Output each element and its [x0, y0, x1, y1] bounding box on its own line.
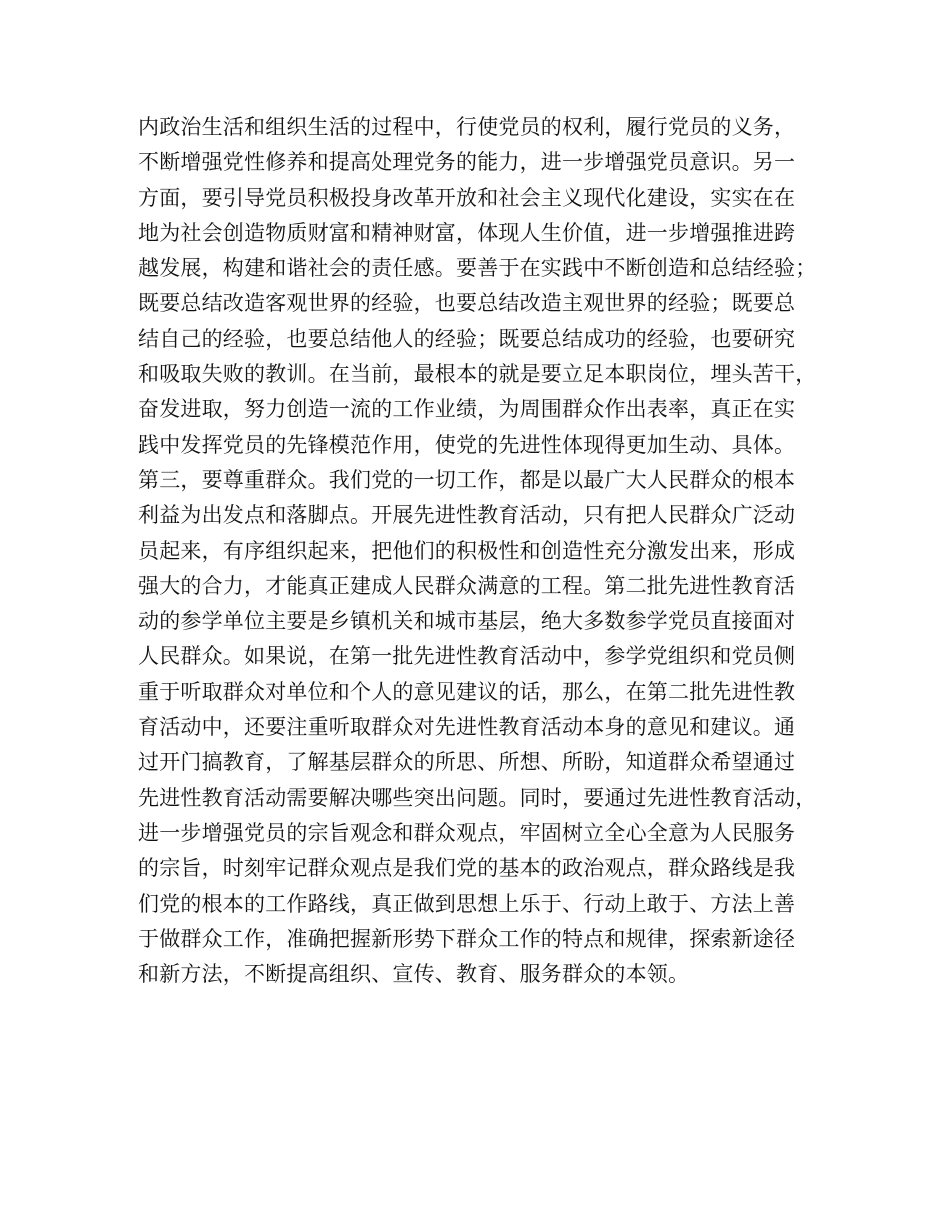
- text-line: 利益为出发点和落脚点。开展先进性教育活动，只有把人民群众广泛动: [138, 503, 796, 528]
- text-line: 重于听取群众对单位和个人的意见建议的话，那么，在第二批先进性教: [138, 679, 796, 704]
- text-line: 过开门搞教育，了解基层群众的所思、所想、所盼，知道群众希望通过: [138, 750, 796, 775]
- text-line: 越发展，构建和谐社会的责任感。要善于在实践中不断创造和总结经验；: [138, 256, 817, 281]
- text-line: 育活动中，还要注重听取群众对先进性教育活动本身的意见和建议。通: [138, 715, 796, 740]
- text-line: 和新方法，不断提高组织、宣传、教育、服务群众的本领。: [138, 962, 690, 987]
- text-line: 员起来，有序组织起来，把他们的积极性和创造性充分激发出来，形成: [138, 538, 796, 563]
- text-line: 先进性教育活动需要解决哪些突出问题。同时，要通过先进性教育活动，: [138, 785, 817, 810]
- text-line: 结自己的经验，也要总结他人的经验；既要总结成功的经验，也要研究: [138, 326, 796, 351]
- text-line: 地为社会创造物质财富和精神财富，体现人生价值，进一步增强推进跨: [138, 220, 796, 245]
- text-line: 强大的合力，才能真正建成人民群众满意的工程。第二批先进性教育活: [138, 573, 796, 598]
- text-line: 第三，要尊重群众。我们党的一切工作，都是以最广大人民群众的根本: [138, 467, 796, 492]
- body-text: [138, 110, 828, 992]
- text-line: 和吸取失败的教训。在当前，最根本的就是要立足本职岗位，埋头苦干，: [138, 362, 817, 387]
- text-line: 既要总结改造客观世界的经验，也要总结改造主观世界的经验；既要总: [138, 291, 796, 316]
- text-line: 人民群众。如果说，在第一批先进性教育活动中，参学党组织和党员侧: [138, 644, 796, 669]
- text-line: 不断增强党性修养和提高处理党务的能力，进一步增强党员意识。另一: [138, 150, 796, 175]
- text-line: 于做群众工作，准确把握新形势下群众工作的特点和规律，探索新途径: [138, 926, 796, 951]
- text-line: 践中发挥党员的先锋模范作用，使党的先进性体现得更加生动、具体。: [138, 432, 796, 457]
- text-line: 奋发进取，努力创造一流的工作业绩，为周围群众作出表率，真正在实: [138, 397, 796, 422]
- text-line: 们党的根本的工作路线，真正做到思想上乐于、行动上敢于、方法上善: [138, 891, 796, 916]
- text-line: 动的参学单位主要是乡镇机关和城市基层，绝大多数参学党员直接面对: [138, 609, 796, 634]
- text-line: 方面，要引导党员积极投身改革开放和社会主义现代化建设，实实在在: [138, 185, 796, 210]
- text-line: 的宗旨，时刻牢记群众观点是我们党的基本的政治观点，群众路线是我: [138, 856, 796, 881]
- text-line: 内政治生活和组织生活的过程中，行使党员的权利，履行党员的义务，: [138, 115, 796, 139]
- text-line: 进一步增强党员的宗旨观念和群众观点，牢固树立全心全意为人民服务: [138, 820, 796, 845]
